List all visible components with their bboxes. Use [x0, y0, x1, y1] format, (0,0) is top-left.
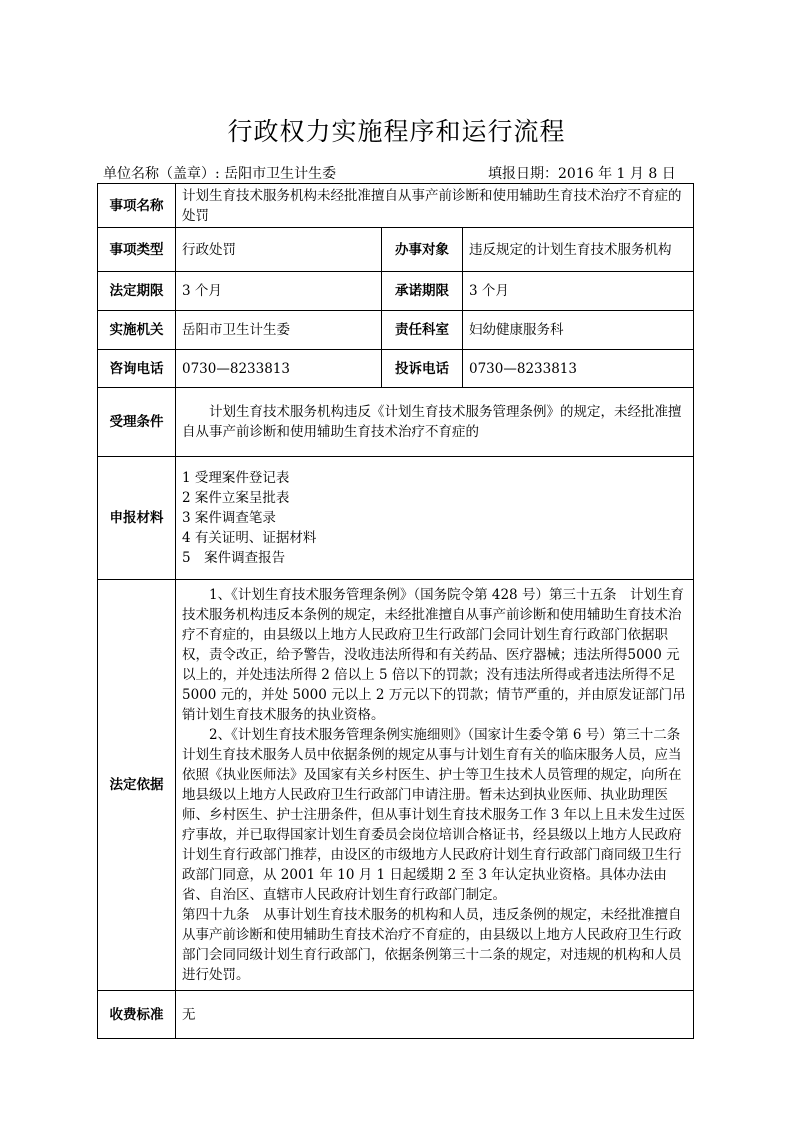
- label-fees: 收费标准: [98, 991, 176, 1039]
- conditions-text: 计划生育技术服务机构违反《计划生育技术服务管理条例》的规定，未经批准擅自从事产前诊断和使用辅助生育技术治疗不育症的: [182, 404, 682, 440]
- label-agency: 实施机关: [98, 311, 176, 350]
- material-item: 4 有关证明、证据材料: [182, 530, 317, 546]
- value-materials: [176, 457, 694, 580]
- value-target: 违反规定的计划生育技术服务机构: [463, 228, 694, 272]
- label-complaint-phone: 投诉电话: [382, 350, 463, 388]
- value-legal-period: 3 个月: [176, 272, 382, 311]
- material-item: 2 案件立案呈批表: [182, 490, 290, 506]
- material-item: 5 案件调查报告: [182, 550, 286, 566]
- process-table: [97, 183, 694, 1039]
- value-item-type: 行政处罚: [176, 228, 382, 272]
- row-phone: [98, 350, 694, 388]
- value-item-name: 计划生育技术服务机构未经批准擅自从事产前诊断和使用辅助生育技术治疗不育症的处罚: [176, 184, 694, 228]
- value-fees: 无: [176, 991, 694, 1039]
- value-promise-period: 3 个月: [463, 272, 694, 311]
- row-agency: [98, 311, 694, 350]
- value-complaint-phone: 0730—8233813: [463, 350, 694, 388]
- label-consult-phone: 咨询电话: [98, 350, 176, 388]
- row-fees: [98, 991, 694, 1039]
- label-legal-period: 法定期限: [98, 272, 176, 311]
- fill-date: 填报日期：2016 年 1 月 8 日: [488, 166, 676, 182]
- unit-name: 单位名称（盖章）: 岳阳市卫生计生委: [103, 166, 337, 182]
- legal-basis-paragraph-2: 2、《计划生育技术服务管理条例实施细则》（国家计生委令第 6 号）第三十二条 计划生育技术服务人员中依据条例的规定从事与计划生育有关的临床服务人员，应当依照《执业医师法》及国家有关乡村医生、护士等卫生技术人员管理的规定，向所在地县级以上地方人民政府卫生行政部门申请注册。暂未达到执业医师、执业助理医师、乡村医生、护士注册条件，但从事计划生育技术服务工作 3 年以上且未发生过医疗事故，并已取得国家计划生育委员会岗位培训合格证书，经县级以上地方人民政府计划生育行政部门推荐，由设区的市级地方人民政府计划生育行政部门商同级卫生行政部门同意，从 2001 年 10 月 1 日起缓期 2 至 3 年认定执业资格。具体办法由省、自治区、直辖市人民政府计划生育行政部门制定。: [182, 727, 694, 903]
- row-item-name: [98, 184, 694, 228]
- row-conditions: [98, 388, 694, 457]
- label-legal-basis: 法定依据: [98, 580, 176, 991]
- material-item: 1 受理案件登记表: [182, 470, 290, 486]
- value-consult-phone: 0730—8233813: [176, 350, 382, 388]
- page-title: 行政权力实施程序和运行流程: [227, 117, 566, 146]
- label-materials: 申报材料: [98, 457, 176, 580]
- value-agency: 岳阳市卫生计生委: [176, 311, 382, 350]
- label-item-type: 事项类型: [98, 228, 176, 272]
- value-legal-basis: [176, 580, 694, 991]
- label-department: 责任科室: [382, 311, 463, 350]
- row-materials: [98, 457, 694, 580]
- legal-basis-paragraph-1: 1、《计划生育技术服务管理条例》（国务院令第 428 号）第三十五条 计划生育技术服务机构违反本条例的规定，未经批准擅自从事产前诊断和使用辅助生育技术治疗不育症的，由县级以上地方人民政府卫生行政部门会同计划生育行政部门依据职权，责令改正，给予警告，没收违法所得和有关药品、医疗器械；违法所得5000 元以上的，并处违法所得 2 倍以上 5 倍以下的罚款；没有违法所得或者违法所得不足 5000 元的，并处 5000 元以上 2 万元以下的罚款；情节严重的，并由原发证部门吊销计划生育技术服务的执业资格。: [182, 587, 686, 723]
- value-department: 妇幼健康服务科: [463, 311, 694, 350]
- value-conditions: [176, 388, 694, 457]
- row-item-type: [98, 228, 694, 272]
- label-item-name: 事项名称: [98, 184, 176, 228]
- legal-basis-paragraph-3: 第四十九条 从事计划生育技术服务的机构和人员，违反条例的规定，未经批准擅自从事产前诊断和使用辅助生育技术治疗不育症的，由县级以上地方人民政府卫生行政部门会同同级计划生育行政部门，依据条例第三十二条的规定，对违规的机构和人员进行处罚。: [182, 907, 682, 983]
- material-item: 3 案件调查笔录: [182, 510, 276, 526]
- row-period: [98, 272, 694, 311]
- label-conditions: 受理条件: [98, 388, 176, 457]
- row-legal-basis: [98, 580, 694, 991]
- label-promise-period: 承诺期限: [382, 272, 463, 311]
- label-target: 办事对象: [382, 228, 463, 272]
